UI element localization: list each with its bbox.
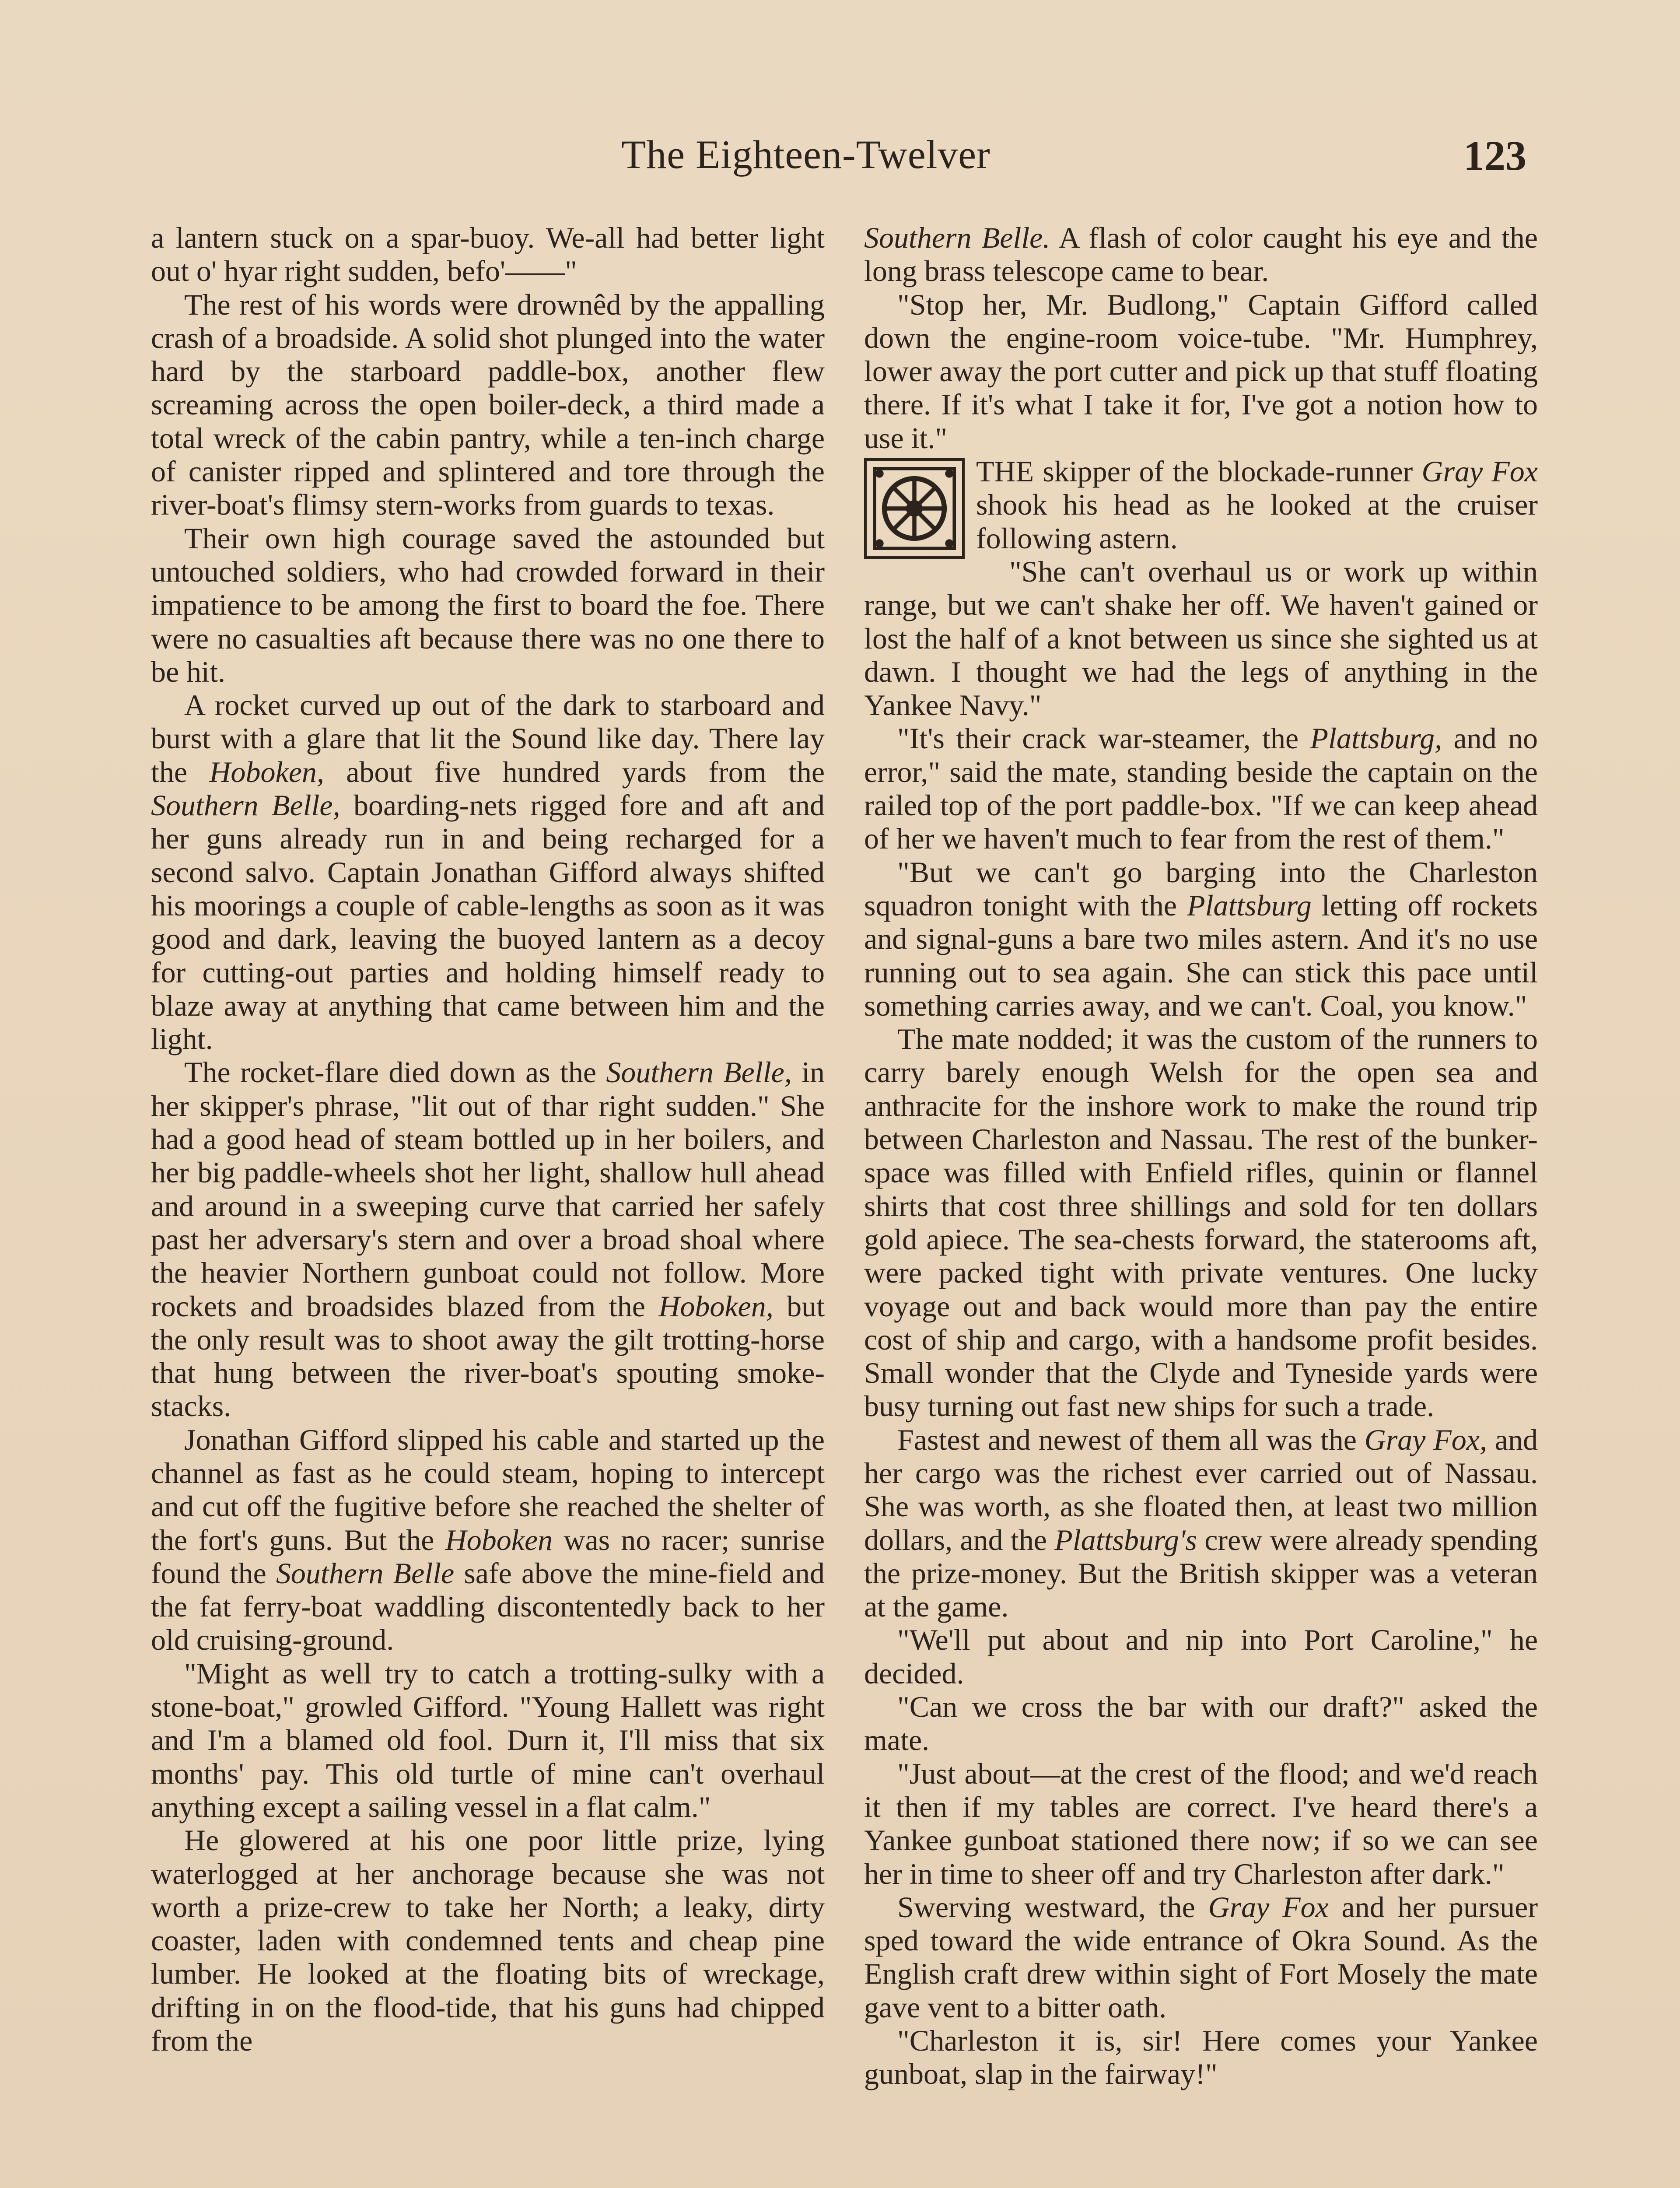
- paragraph: "Just about—at the crest of the flood; and we'd reach it then if my tables are correct. I've heard there's a Yankee gunboat stationed there now; if so we can see her in time to sheer off and try Charleston after dark.": [864, 1757, 1538, 1890]
- text-run: "It's their crack war-steamer, the: [897, 722, 1310, 755]
- paragraph: [864, 856, 1538, 1022]
- text-run: THE skipper of the blockade-runner: [976, 455, 1422, 488]
- right-column: [864, 221, 1538, 2188]
- ornamental-initial-icon: [864, 458, 965, 559]
- text-run: Fastest and newest of them all was the: [897, 1423, 1365, 1456]
- ship-name: Hoboken: [445, 1523, 553, 1557]
- left-column: [151, 221, 825, 2188]
- paragraph: "She can't overhaul us or work up within range, but we can't shake her off. We haven't gained or lost the half of a knot between us since she sighted us at dawn. I thought we had the legs of anything in the Yankee Navy.": [864, 554, 1538, 722]
- wheel-ornament-icon: [873, 467, 956, 550]
- ship-name: Southern Belle.: [864, 221, 1050, 254]
- ship-name: Hoboken,: [209, 755, 324, 789]
- text-run: and her pursuer sped toward the wide entrance of Okra Sound. As the English craft drew within sight of Fort Mosely the mate gave vent to a bitter oath.: [864, 1890, 1538, 2024]
- text-run: boarding-nets rigged fore and aft and her guns already run in and being recharged for a second salvo. Captain Jonathan Gifford always shifted his moorings a couple of cable-lengths as soon as it was good and dark, leaving the buoyed lantern as a decoy for cutting-out parties and holding himself ready to blaze away at anything that came between him and the light.: [151, 789, 825, 1056]
- ship-name: Plattsburg,: [1310, 722, 1442, 755]
- running-head: [0, 131, 1680, 188]
- paragraph: [151, 688, 825, 1055]
- ship-name: Plattsburg: [1187, 888, 1312, 922]
- ship-name: Hoboken,: [658, 1289, 774, 1323]
- paragraph: "Can we cross the bar with our draft?" asked the mate.: [864, 1690, 1538, 1757]
- ship-name: Southern Belle,: [606, 1055, 792, 1089]
- paragraph: a lantern stuck on a spar-buoy. We-all had better light out o' hyar right sudden, befo'——": [151, 221, 825, 288]
- paragraph: [151, 1423, 825, 1657]
- paragraph: [864, 1890, 1538, 2024]
- text-run: safe above the mine-field and the fat ferry-boat waddling discontentedly back to her old cruising-ground.: [151, 1556, 825, 1657]
- text-run: A flash of color caught his eye and the long brass telescope came to bear.: [864, 221, 1538, 288]
- text-run: letting off rockets and signal-guns a bare two miles astern. And it's no use running out to sea again. She can stick this pace until something carries away, and we can't. Coal, you know.": [864, 888, 1538, 1022]
- ship-name: Gray Fox,: [1364, 1423, 1487, 1456]
- paragraph: [864, 1423, 1538, 1623]
- paragraph: He glowered at his one poor little prize, lying waterlogged at her anchorage because she was not worth a prize-crew to take her North; a leaky, dirty coaster, laden with condemned tents and cheap pine lumber. He looked at the floating bits of wreckage, drifting in on the flood-tide, that his guns had chipped from the: [151, 1823, 825, 2058]
- text-run: and her cargo was the richest ever carried out of Nassau. She was worth, as she floated then, at least two million dollars, and the: [864, 1423, 1538, 1557]
- ship-name: Plattsburg's: [1054, 1523, 1197, 1557]
- paragraph: [864, 722, 1538, 855]
- text-run: Jonathan Gifford slipped his cable and started up the channel as fast as he could steam, hoping to intercept and cut off the fugitive before she reached the shelter of the fort's guns. But the: [151, 1423, 825, 1557]
- text-run: but the only result was to shoot away the gilt trotting-horse that hung between the river-boat's spouting smoke-stacks.: [151, 1289, 825, 1423]
- text-run: in her skipper's phrase, "lit out of thar right sudden." She had a good head of steam bottled up in her boilers, and her big paddle-wheels shot her light, shallow hull ahead and around in a sweeping curve that carried her safely past her adversary's stern and over a broad shoal where the heavier Northern gunboat could not follow. More rockets and broadsides blazed from the: [151, 1055, 825, 1323]
- ship-name: Southern Belle,: [151, 789, 340, 822]
- paragraph: [864, 221, 1538, 288]
- text-run: crew were already spending the prize-money. But the British skipper was a veteran at the game.: [864, 1523, 1538, 1623]
- text-run: The rocket-flare died down as the: [184, 1055, 606, 1089]
- paragraph: "We'll put about and nip into Port Caroline," he decided.: [864, 1623, 1538, 1690]
- text-run: was no racer; sunrise found the: [151, 1523, 825, 1590]
- text-run: Swerving westward, the: [897, 1890, 1208, 1924]
- text-run: and no error," said the mate, standing beside the captain on the railed top of the port paddle-box. "If we can keep ahead of her we haven't much to fear from the rest of them.": [864, 722, 1538, 856]
- paragraph: Their own high courage saved the astounded but untouched soldiers, who had crowded forward in their impatience to be among the first to board the foe. There were no casualties aft because there was no one there to be hit.: [151, 521, 825, 688]
- ship-name: Gray Fox: [1208, 1890, 1329, 1924]
- ship-name: Southern Belle: [276, 1556, 455, 1590]
- paragraph: "Stop her, Mr. Budlong," Captain Gifford called down the engine-room voice-tube. "Mr. Humphrey, lower away the port cutter and pick up that stuff floating there. If it's what I take it for, I've got a notion how to use it.": [864, 288, 1538, 455]
- text-run: about five hundred yards from the: [324, 755, 825, 789]
- text-run: "But we can't go barging into the Charleston squadron tonight with the: [864, 855, 1538, 922]
- page-number: 123: [1463, 132, 1526, 179]
- paragraph: [151, 1055, 825, 1423]
- ship-name: Gray Fox: [1421, 455, 1538, 488]
- paragraph: "Might as well try to catch a trotting-sulky with a stone-boat," growled Gifford. "Young Hallett was right and I'm a blamed old fool. Durn it, I'll miss that six months' pay. This old turtle of mine can't overhaul anything except a sailing vessel in a flat calm.": [151, 1656, 825, 1823]
- running-title: The Eighteen-Twelver: [621, 132, 990, 177]
- paragraph: The rest of his words were drownêd by the appalling crash of a broadside. A solid shot plunged into the water hard by the starboard paddle-box, another flew screaming across the open boiler-deck, a third made a total wreck of the cabin pantry, while a ten-inch charge of canister ripped and splintered and tore through the river-boat's flimsy stern-works from guards to texas.: [151, 288, 825, 522]
- text-run: shook his head as he looked at the cruiser following astern.: [976, 488, 1538, 555]
- section-opening-paragraph: [864, 455, 1538, 555]
- paragraph: "Charleston it is, sir! Here comes your Yankee gunboat, slap in the fairway!": [864, 2024, 1538, 2091]
- paragraph: The mate nodded; it was the custom of the runners to carry barely enough Welsh for the open sea and anthracite for the inshore work to make the round trip between Charleston and Nassau. The rest of the bunker-space was filled with Enfield rifles, quinin or flannel shirts that cost three shillings and sold for ten dollars gold apiece. The sea-chests forward, the staterooms aft, were packed tight with private ventures. One lucky voyage out and back would more than pay the entire cost of ship and cargo, with a handsome profit besides. Small wonder that the Clyde and Tyneside yards were busy turning out fast new ships for such a trade.: [864, 1022, 1538, 1423]
- text-run: A rocket curved up out of the dark to starboard and burst with a glare that lit the Sound like day. There lay the: [151, 688, 825, 789]
